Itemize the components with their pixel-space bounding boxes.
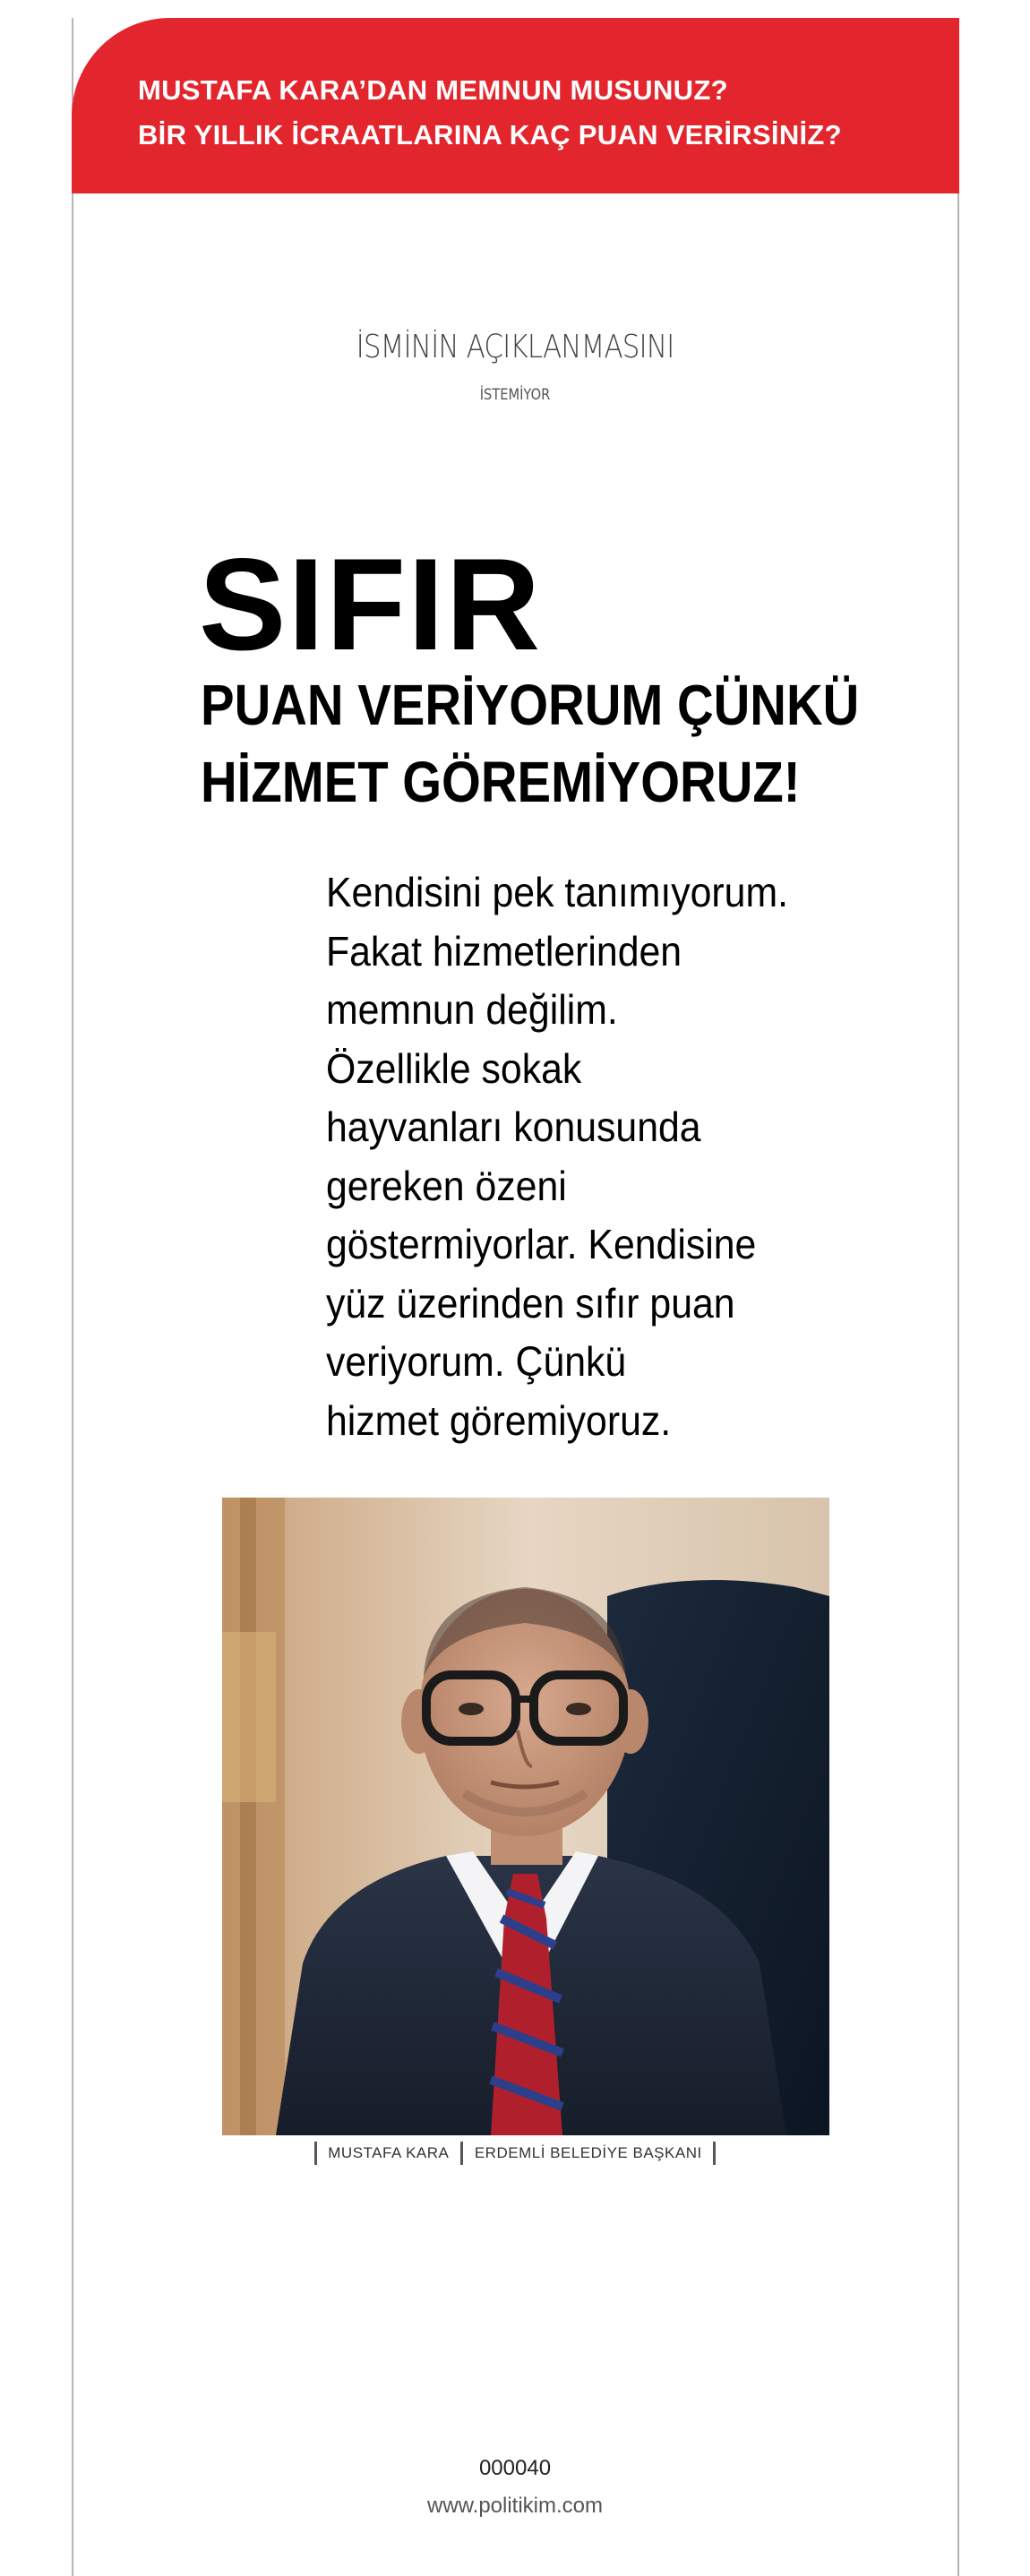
header-question-line-2: BİR YILLIK İCRAATLARINA KAÇ PUAN VERİRSİNİZ? <box>138 119 842 150</box>
caption-divider <box>314 2142 317 2165</box>
respondent-name: İSMİNİN AÇIKLANMASINI <box>356 329 674 365</box>
footer-website-link[interactable]: www.politikim.com <box>426 2494 604 2518</box>
caption-divider <box>713 2142 716 2165</box>
headline-line-1: PUAN VERİYORUM ÇÜNKÜ <box>201 673 860 737</box>
headline <box>201 666 859 820</box>
quote-line: Kendisini pek tanımıyorum. <box>326 869 788 915</box>
quote-line: Özellikle sokak <box>326 1044 582 1092</box>
quote-line: gereken özeni <box>326 1162 567 1209</box>
quote-line: göstermiyorlar. Kendisine <box>326 1221 757 1267</box>
header-banner <box>72 18 959 193</box>
quote-line: hizmet göremiyoruz. <box>326 1396 672 1444</box>
caption-name: MUSTAFA KARA <box>328 2144 450 2161</box>
quote-line: yüz üzerinden sıfır puan <box>326 1279 735 1327</box>
quote-line: veriyorum. Çünkü <box>326 1338 627 1385</box>
respondent-subtitle: İSTEMİYOR <box>479 386 551 404</box>
quote-line: Fakat hizmetlerinden <box>326 927 682 975</box>
quote-line: memnun değilim. <box>326 986 618 1033</box>
score-word: SIFIR <box>199 531 543 677</box>
header-question-line-1: MUSTAFA KARA’DAN MEMNUN MUSUNUZ? <box>138 74 728 106</box>
caption-divider <box>460 2142 463 2165</box>
quote-text <box>326 863 788 1450</box>
mayor-portrait-photo <box>222 1498 829 2135</box>
caption-title: ERDEMLİ BELEDİYE BAŞKANI <box>474 2144 702 2161</box>
photo-caption <box>0 2142 1030 2165</box>
footer-code: 000040 <box>478 2456 552 2480</box>
quote-line: hayvanları konusunda <box>326 1103 701 1150</box>
headline-line-2: HİZMET GÖREMİYORUZ! <box>201 750 801 814</box>
